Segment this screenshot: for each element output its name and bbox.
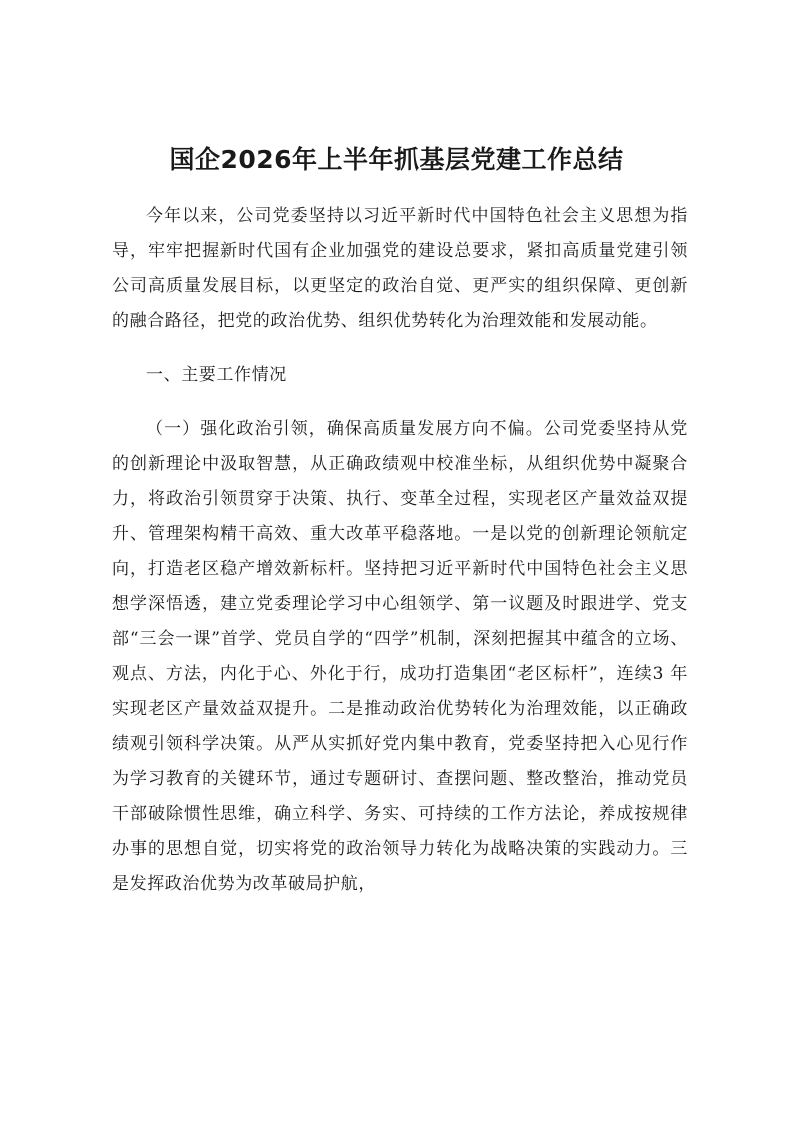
- body-paragraph: （一）强化政治引领，确保高质量发展方向不偏。公司党委坚持从党的创新理论中汲取智慧，从正确政绩观中校准坐标，从组织优势中凝聚合力，将政治引领贯穿于决策、执行、变革全过程，实现老区产量效益双提升、管理架构精干高效、重大改革平稳落地。一是以党的创新理论领航定向，打造老区稳产增效新标杆。坚持把习近平新时代中国特色社会主义思想学深悟透，建立党委理论学习中心组领学、第一议题及时跟进学、党支部“三会一课”首学、党员自学的“四学”机制，深刻把握其中蕴含的立场、观点、方法，内化于心、外化于行，成功打造集团“老区标杆”，连续3 年实现老区产量效益双提升。二是推动政治优势转化为治理效能，以正确政绩观引领科学决策。从严从实抓好党内集中教育，党委坚持把入心见行作为学习教育的关键环节，通过专题研讨、查摆问题、整改整治，推动党员干部破除惯性思维，确立科学、务实、可持续的工作方法论，养成按规律办事的思想自觉，切实将党的政治领导力转化为战略决策的实践动力。三是发挥政治优势为改革破局护航，: [112, 419, 688, 894]
- document-title: 国企2026年上半年抓基层党建工作总结: [169, 145, 624, 174]
- intro-paragraph: 今年以来，公司党委坚持以习近平新时代中国特色社会主义思想为指导，牢牢把握新时代国有企业加强党的建设总要求，紧扣高质量党建引领公司高质量发展目标，以更坚定的政治自觉、更严实的组织保障、更创新的融合路径，把党的政治优势、组织优势转化为治理效能和发展动能。: [112, 206, 688, 331]
- section-heading: 一、主要工作情况: [146, 365, 287, 385]
- document-body: [112, 199, 688, 902]
